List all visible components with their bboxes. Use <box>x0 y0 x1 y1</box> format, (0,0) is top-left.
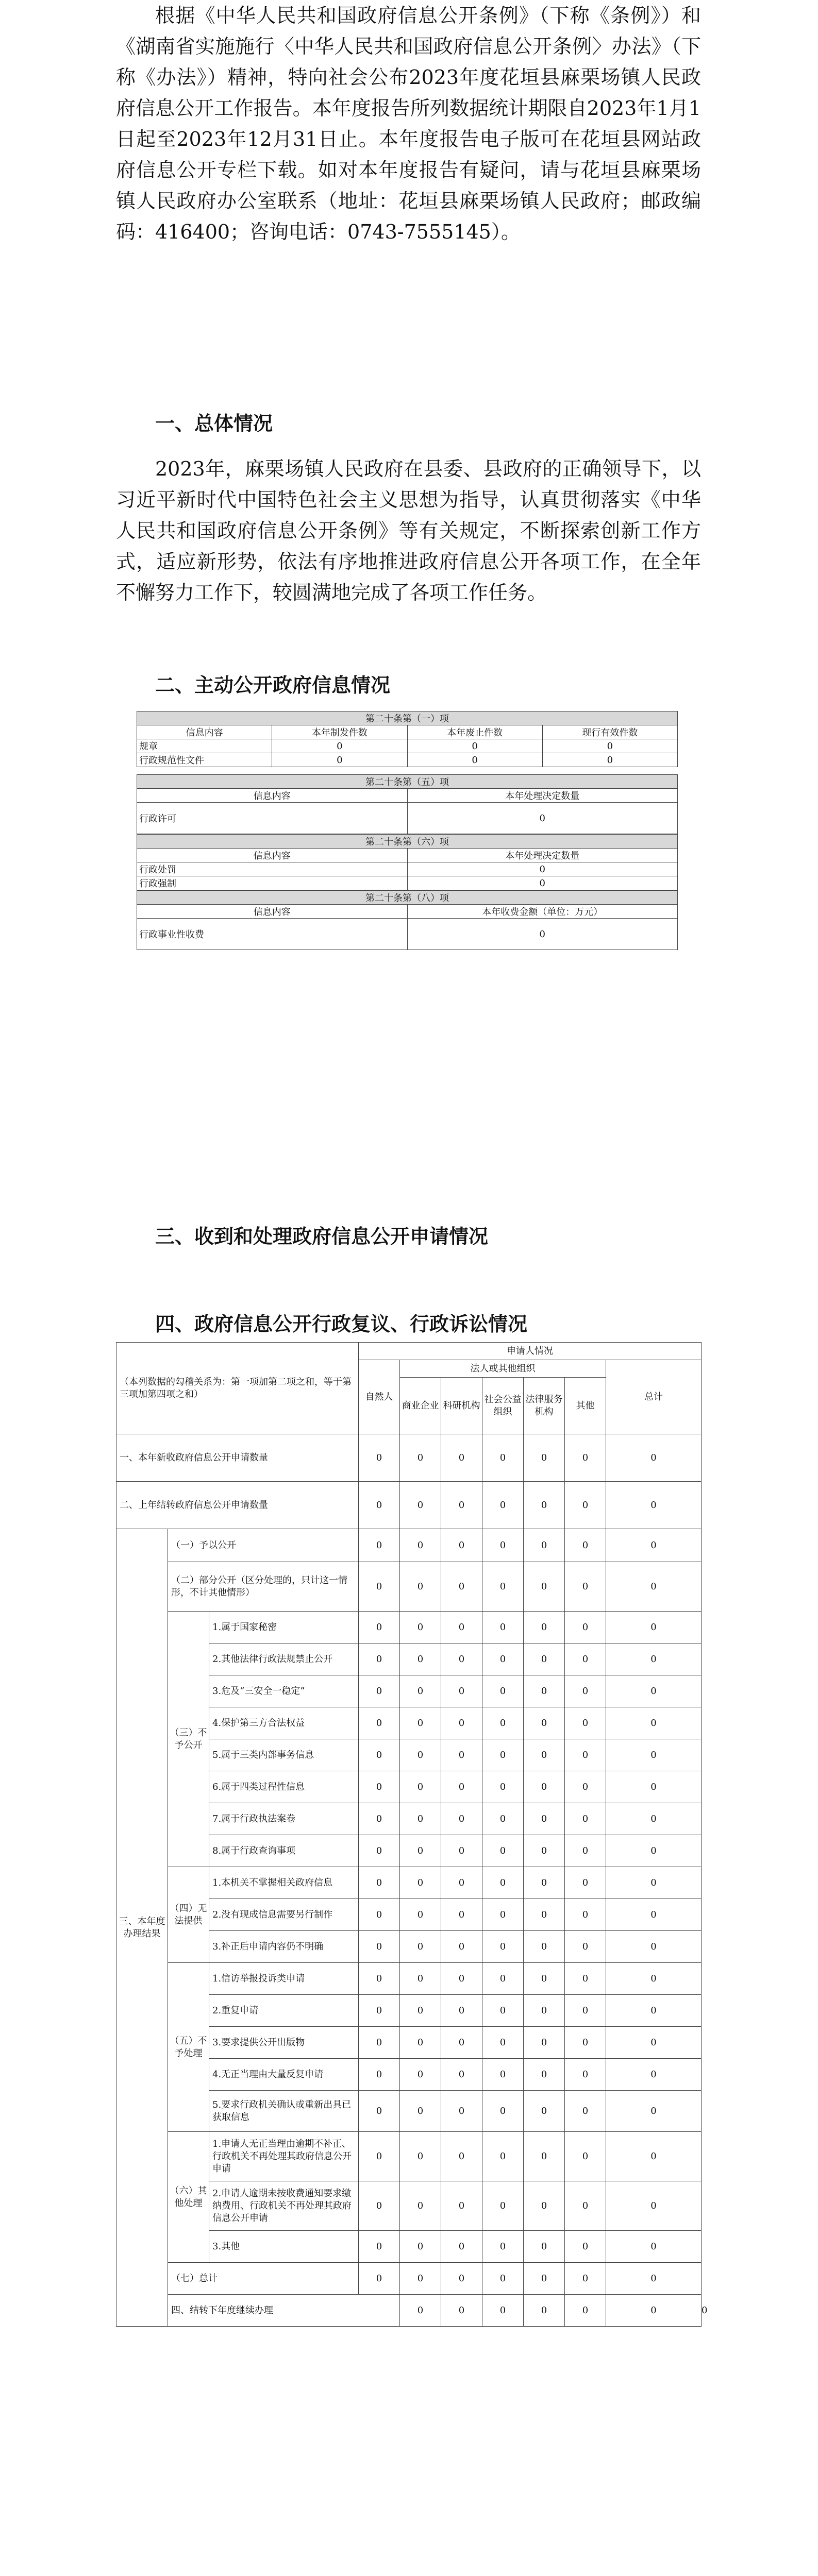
cell-zero: 0 <box>482 1707 524 1739</box>
cell-zero: 0 <box>441 1867 482 1899</box>
cell-zero: 0 <box>400 1562 441 1612</box>
cell-zero: 0 <box>400 1995 441 2027</box>
cell-zero: 0 <box>606 2027 702 2059</box>
section-3-title: 三、收到和处理政府信息公开申请情况 <box>155 1225 489 1248</box>
table-article20-8 <box>137 890 678 950</box>
section-1-title: 一、总体情况 <box>155 412 273 435</box>
active-disclosure-tables <box>137 711 678 950</box>
cell-zero: 0 <box>565 1562 606 1612</box>
cell-zero: 0 <box>482 1739 524 1771</box>
intro-paragraph: 根据《中华人民共和国政府信息公开条例》（下称《条例》）和《湖南省实施施行〈中华人民共和国政府信息公开条例〉办法》（下称《办法》）精神，特向社会公布2023年度花垣县麻栗场镇人民政府信息公开工作报告。本年度报告所列数据统计期限自2023年1月1日起至2023年12月31日止。本年度报告电子版可在花垣县网站政府信息公开专栏下载。如对本年度报告有疑问，请与花垣县麻栗场镇人民政府办公室联系（地址：花垣县麻栗场镇人民政府；邮政编码：416400；咨询电话：0743-7555145）。 <box>116 4 701 243</box>
cell-zero: 0 <box>441 1739 482 1771</box>
cell-zero: 0 <box>524 2231 565 2263</box>
row-subgroup-label: （三）不予公开 <box>168 1612 209 1867</box>
cell-zero: 0 <box>606 1963 702 1995</box>
cell-zero: 0 <box>482 1562 524 1612</box>
cell-zero: 0 <box>565 1931 606 1963</box>
row-label: 1.申请人无正当理由逾期不补正、行政机关不再处理其政府信息公开申请 <box>209 2132 359 2181</box>
applications-table-wrap <box>116 1342 708 2327</box>
cell-zero: 0 <box>524 1803 565 1835</box>
cell-zero: 0 <box>400 1867 441 1899</box>
cell-zero: 0 <box>441 1771 482 1803</box>
table-header: 第二十条第（五）项 <box>137 775 678 789</box>
row-label: （七）总计 <box>168 2263 359 2295</box>
cell-zero: 0 <box>400 1803 441 1835</box>
cell-zero: 0 <box>359 1529 400 1562</box>
cell-zero: 0 <box>606 1675 702 1707</box>
cell-zero: 0 <box>441 1675 482 1707</box>
cell-zero: 0 <box>524 2091 565 2132</box>
cell-zero: 0 <box>606 1707 702 1739</box>
cell-zero: 0 <box>482 1835 524 1867</box>
cell-zero: 0 <box>482 2132 524 2181</box>
row-label: （一）予以公开 <box>168 1529 359 1562</box>
section-2-title: 二、主动公开政府信息情况 <box>155 674 391 697</box>
cell-zero: 0 <box>565 1434 606 1482</box>
cell-zero: 0 <box>524 2132 565 2181</box>
table-row <box>116 1562 702 1612</box>
row-label: 二、上年结转政府信息公开申请数量 <box>116 1482 359 1529</box>
section-1-paragraph: 2023年，麻栗场镇人民政府在县委、县政府的正确领导下，以习近平新时代中国特色社会主义思想为指导，认真贯彻落实《中华人民共和国政府信息公开条例》等有关规定，不断探索创新工作方式，适应新形势，依法有序地推进政府信息公开各项工作，在全年不懈努力工作下，较圆满地完成了各项工作任务。 <box>116 457 701 604</box>
cell-zero: 0 <box>606 2132 702 2181</box>
cell-value: 0 <box>407 862 678 876</box>
cell-zero: 0 <box>524 1482 565 1529</box>
cell-zero: 0 <box>482 1643 524 1675</box>
cell-zero: 0 <box>400 2295 441 2327</box>
cell-zero: 0 <box>482 1803 524 1835</box>
col-header: 信息内容 <box>137 849 408 862</box>
cell-zero: 0 <box>359 1643 400 1675</box>
row-group-label: 三、本年度办理结果 <box>116 1529 168 2327</box>
cell-zero: 0 <box>524 1931 565 1963</box>
table-row <box>116 1529 702 1562</box>
cell-zero: 0 <box>606 1529 702 1562</box>
cell-zero: 0 <box>606 1562 702 1612</box>
table-row <box>137 803 678 834</box>
cell-zero: 0 <box>565 1739 606 1771</box>
cell-zero: 0 <box>606 2181 702 2231</box>
cell-zero: 0 <box>400 2091 441 2132</box>
cell-value: 0 <box>272 753 407 767</box>
row-label: 3.要求提供公开出版物 <box>209 2027 359 2059</box>
cell-zero: 0 <box>606 1771 702 1803</box>
table-row <box>116 1612 702 1643</box>
cell-zero: 0 <box>524 1529 565 1562</box>
cell-zero: 0 <box>524 2263 565 2295</box>
table-row: 四、结转下年度继续办理 0 0 0 0 0 0 0 <box>116 2295 702 2327</box>
table-article20-1 <box>137 711 678 767</box>
cell-zero: 0 <box>606 1899 702 1931</box>
cell-zero: 0 <box>482 1612 524 1643</box>
legal-col-header: 法律服务机构 <box>524 1378 565 1434</box>
cell-zero: 0 <box>524 2295 565 2327</box>
table-article20-5 <box>137 774 678 834</box>
cell-zero: 0 <box>441 1803 482 1835</box>
cell-zero: 0 <box>400 1612 441 1643</box>
row-label: 2.重复申请 <box>209 1995 359 2027</box>
cell-zero: 0 <box>565 1482 606 1529</box>
cell-zero: 0 <box>441 2231 482 2263</box>
cell-zero: 0 <box>606 2263 702 2295</box>
cell-zero: 0 <box>482 1931 524 1963</box>
cell-zero: 0 <box>482 2263 524 2295</box>
cell-value: 0 <box>407 753 542 767</box>
cell-zero: 0 <box>400 1739 441 1771</box>
cell-zero: 0 <box>359 1482 400 1529</box>
section-4-title: 四、政府信息公开行政复议、行政诉讼情况 <box>155 1313 528 1335</box>
cell-zero: 0 <box>524 1643 565 1675</box>
cell-zero: 0 <box>400 2263 441 2295</box>
cell-zero: 0 <box>441 1529 482 1562</box>
cell-zero: 0 <box>400 2181 441 2231</box>
cell-zero: 0 <box>482 1434 524 1482</box>
cell-zero: 0 <box>400 1899 441 1931</box>
cell-zero: 0 <box>524 1562 565 1612</box>
cell-zero: 0 <box>482 2091 524 2132</box>
cell-zero: 0 <box>441 1482 482 1529</box>
cell-zero: 0 <box>441 2091 482 2132</box>
col-header: 本年收费金额（单位：万元） <box>407 905 678 919</box>
row-label: 行政强制 <box>137 876 408 890</box>
cell-zero: 0 <box>400 1771 441 1803</box>
cell-zero: 0 <box>482 2231 524 2263</box>
cell-zero: 0 <box>441 1643 482 1675</box>
cell-value: 0 <box>407 919 678 950</box>
cell-zero: 0 <box>565 2231 606 2263</box>
cell-zero: 0 <box>400 1835 441 1867</box>
cell-zero: 0 <box>565 1995 606 2027</box>
cell-zero: 0 <box>606 1643 702 1675</box>
cell-zero: 0 <box>359 1739 400 1771</box>
cell-zero: 0 <box>565 1612 606 1643</box>
cell-zero: 0 <box>441 2059 482 2091</box>
cell-zero: 0 <box>524 2181 565 2231</box>
cell-zero: 0 <box>565 2295 606 2327</box>
cell-zero: 0 <box>400 1529 441 1562</box>
cell-zero: 0 <box>400 1931 441 1963</box>
cell-zero: 0 <box>524 1707 565 1739</box>
cell-zero: 0 <box>400 1643 441 1675</box>
cell-zero: 0 <box>400 1675 441 1707</box>
row-subgroup-label: （六）其他处理 <box>168 2132 209 2263</box>
cell-zero: 0 <box>482 1482 524 1529</box>
total-header: 总计 <box>606 1360 702 1434</box>
cell-zero: 0 <box>400 2231 441 2263</box>
cell-zero: 0 <box>441 2263 482 2295</box>
table-header: 第二十条第（一）项 <box>137 711 678 725</box>
cell-zero: 0 <box>359 1995 400 2027</box>
cell-zero: 0 <box>606 2091 702 2132</box>
cell-zero: 0 <box>606 2059 702 2091</box>
row-label: 3.危及“三安全一稳定” <box>209 1675 359 1707</box>
cell-zero: 0 <box>400 1482 441 1529</box>
cell-zero: 0 <box>606 1803 702 1835</box>
cell-zero: 0 <box>482 1995 524 2027</box>
cell-zero: 0 <box>400 1707 441 1739</box>
cell-zero: 0 <box>359 1675 400 1707</box>
cell-zero: 0 <box>359 1562 400 1612</box>
table-row <box>116 1963 702 1995</box>
table-row <box>137 876 678 890</box>
cell-zero: 0 <box>524 1995 565 2027</box>
cell-zero: 0 <box>565 2091 606 2132</box>
cell-zero: 0 <box>482 2059 524 2091</box>
cell-zero: 0 <box>359 1434 400 1482</box>
cell-zero: 0 <box>441 1835 482 1867</box>
cell-zero: 0 <box>359 2231 400 2263</box>
applications-table <box>116 1342 708 2327</box>
cell-zero: 0 <box>524 1899 565 1931</box>
cell-zero: 0 <box>359 2181 400 2231</box>
row-label: 7.属于行政执法案卷 <box>209 1803 359 1835</box>
cell-zero: 0 <box>565 2181 606 2231</box>
cell-zero: 0 <box>482 1675 524 1707</box>
cell-zero: 0 <box>400 1963 441 1995</box>
cell-value: 0 <box>407 739 542 753</box>
cell-zero: 0 <box>441 2027 482 2059</box>
cell-zero: 0 <box>441 1995 482 2027</box>
col-header: 本年废止件数 <box>407 725 542 739</box>
row-label: 行政事业性收费 <box>137 919 408 950</box>
cell-zero: 0 <box>565 2027 606 2059</box>
col-header: 信息内容 <box>137 725 272 739</box>
cell-zero: 0 <box>606 2295 702 2327</box>
cell-zero: 0 <box>359 2132 400 2181</box>
applicant-header: 申请人情况 <box>359 1343 702 1360</box>
row-label: 规章 <box>137 739 272 753</box>
cell-zero: 0 <box>524 2027 565 2059</box>
table-row <box>137 739 678 753</box>
cell-zero: 0 <box>441 1562 482 1612</box>
legal-entity-header: 法人或其他组织 <box>400 1360 606 1378</box>
table-row <box>116 2263 702 2295</box>
col-header: 本年处理决定数量 <box>407 789 678 803</box>
table-header: 第二十条第（八）项 <box>137 891 678 905</box>
row-label: 2.申请人逾期未按收费通知要求缴纳费用、行政机关不再处理其政府信息公开申请 <box>209 2181 359 2231</box>
col-header: 信息内容 <box>137 905 408 919</box>
cell-zero: 0 <box>565 2263 606 2295</box>
cell-zero: 0 <box>441 1434 482 1482</box>
table-row <box>137 919 678 950</box>
table-article20-6 <box>137 834 678 890</box>
cell-zero: 0 <box>441 2132 482 2181</box>
row-label: 行政规范性文件 <box>137 753 272 767</box>
cell-zero: 0 <box>565 2132 606 2181</box>
row-label: 5.属于三类内部事务信息 <box>209 1739 359 1771</box>
cell-zero: 0 <box>606 1434 702 1482</box>
table-row <box>137 753 678 767</box>
cell-zero: 0 <box>565 1643 606 1675</box>
row-label: 2.没有现成信息需要另行制作 <box>209 1899 359 1931</box>
row-label: 4.保护第三方合法权益 <box>209 1707 359 1739</box>
cell-value: 0 <box>407 803 678 834</box>
row-label: 1.信访举报投诉类申请 <box>209 1963 359 1995</box>
cell-zero: 0 <box>482 2027 524 2059</box>
row-label: 8.属于行政查询事项 <box>209 1835 359 1867</box>
row-label: 1.本机关不掌握相关政府信息 <box>209 1867 359 1899</box>
cell-value: 0 <box>542 739 677 753</box>
cell-zero: 0 <box>606 1739 702 1771</box>
table-row <box>116 1867 702 1899</box>
cell-zero: 0 <box>524 1867 565 1899</box>
cell-zero: 0 <box>482 1529 524 1562</box>
cell-zero: 0 <box>565 1963 606 1995</box>
cell-zero: 0 <box>565 1835 606 1867</box>
cell-value: 0 <box>407 876 678 890</box>
col-header: 现行有效件数 <box>542 725 677 739</box>
cell-zero: 0 <box>359 1931 400 1963</box>
row-subgroup-label: （四）无法提供 <box>168 1867 209 1963</box>
row-label: 行政许可 <box>137 803 408 834</box>
cell-zero: 0 <box>565 1899 606 1931</box>
cell-zero: 0 <box>524 1835 565 1867</box>
cell-zero: 0 <box>482 2181 524 2231</box>
cell-zero: 0 <box>359 1963 400 1995</box>
cell-zero: 0 <box>565 1803 606 1835</box>
legal-col-header: 社会公益组织 <box>482 1378 524 1434</box>
cell-zero: 0 <box>606 1482 702 1529</box>
cell-zero: 0 <box>482 2295 524 2327</box>
cell-zero: 0 <box>606 1931 702 1963</box>
row-label: 3.补正后申请内容仍不明确 <box>209 1931 359 1963</box>
cell-zero: 0 <box>359 2263 400 2295</box>
col-header: 信息内容 <box>137 789 408 803</box>
cell-zero: 0 <box>565 1867 606 1899</box>
table-row <box>137 862 678 876</box>
cell-zero: 0 <box>524 2059 565 2091</box>
cell-zero: 0 <box>524 1675 565 1707</box>
col-header: 本年处理决定数量 <box>407 849 678 862</box>
cell-zero: 0 <box>482 1899 524 1931</box>
cell-zero: 0 <box>359 1612 400 1643</box>
cell-zero: 0 <box>482 1771 524 1803</box>
cell-zero: 0 <box>565 1771 606 1803</box>
cell-zero: 0 <box>606 1995 702 2027</box>
cell-zero: 0 <box>565 1707 606 1739</box>
cell-zero: 0 <box>524 1434 565 1482</box>
cell-zero: 0 <box>565 1675 606 1707</box>
cell-zero: 0 <box>606 1867 702 1899</box>
cell-zero: 0 <box>359 1899 400 1931</box>
table-row <box>116 1434 702 1482</box>
cell-zero: 0 <box>359 2027 400 2059</box>
cell-zero: 0 <box>400 1434 441 1482</box>
corner-note: （本列数据的勾稽关系为：第一项加第二项之和，等于第三项加第四项之和） <box>116 1343 359 1434</box>
cell-zero: 0 <box>482 1963 524 1995</box>
cell-zero: 0 <box>441 1963 482 1995</box>
legal-col-header: 科研机构 <box>441 1378 482 1434</box>
cell-zero: 0 <box>359 1803 400 1835</box>
cell-zero: 0 <box>441 1612 482 1643</box>
row-subgroup-label: （五）不予处理 <box>168 1963 209 2132</box>
cell-value: 0 <box>272 739 407 753</box>
cell-zero: 0 <box>606 2231 702 2263</box>
row-label: 四、结转下年度继续办理 <box>168 2295 400 2327</box>
cell-value: 0 <box>542 753 677 767</box>
cell-zero: 0 <box>359 1771 400 1803</box>
row-label: 一、本年新收政府信息公开申请数量 <box>116 1434 359 1482</box>
cell-zero: 0 <box>441 1931 482 1963</box>
cell-zero: 0 <box>359 2091 400 2132</box>
cell-zero: 0 <box>606 1835 702 1867</box>
row-label: 6.属于四类过程性信息 <box>209 1771 359 1803</box>
col-header: 本年制发件数 <box>272 725 407 739</box>
cell-zero: 0 <box>359 1707 400 1739</box>
row-label: 3.其他 <box>209 2231 359 2263</box>
table-row <box>116 2132 702 2181</box>
row-label: 行政处罚 <box>137 862 408 876</box>
cell-zero: 0 <box>400 2059 441 2091</box>
cell-zero: 0 <box>606 1612 702 1643</box>
cell-zero: 0 <box>524 1612 565 1643</box>
cell-zero: 0 <box>400 2132 441 2181</box>
cell-zero: 0 <box>359 1867 400 1899</box>
cell-zero: 0 <box>441 1707 482 1739</box>
cell-zero: 0 <box>565 1529 606 1562</box>
row-label: 4.无正当理由大量反复申请 <box>209 2059 359 2091</box>
legal-col-header: 商业企业 <box>400 1378 441 1434</box>
legal-col-header: 其他 <box>565 1378 606 1434</box>
cell-zero: 0 <box>441 1899 482 1931</box>
cell-zero: 0 <box>524 1739 565 1771</box>
cell-zero: 0 <box>441 2181 482 2231</box>
cell-zero: 0 <box>441 2295 482 2327</box>
natural-person-header: 自然人 <box>359 1360 400 1434</box>
table-row <box>116 1482 702 1529</box>
cell-zero: 0 <box>359 2059 400 2091</box>
cell-zero: 0 <box>359 1835 400 1867</box>
row-label: 5.要求行政机关确认或重新出具已获取信息 <box>209 2091 359 2132</box>
cell-zero: 0 <box>400 2027 441 2059</box>
cell-zero: 0 <box>565 2059 606 2091</box>
cell-zero: 0 <box>482 1867 524 1899</box>
cell-zero: 0 <box>524 1963 565 1995</box>
cell-zero: 0 <box>524 1771 565 1803</box>
row-label: （二）部分公开（区分处理的，只计这一情形，不计其他情形） <box>168 1562 359 1612</box>
table-header: 第二十条第（六）项 <box>137 835 678 849</box>
row-label: 1.属于国家秘密 <box>209 1612 359 1643</box>
row-label: 2.其他法律行政法规禁止公开 <box>209 1643 359 1675</box>
